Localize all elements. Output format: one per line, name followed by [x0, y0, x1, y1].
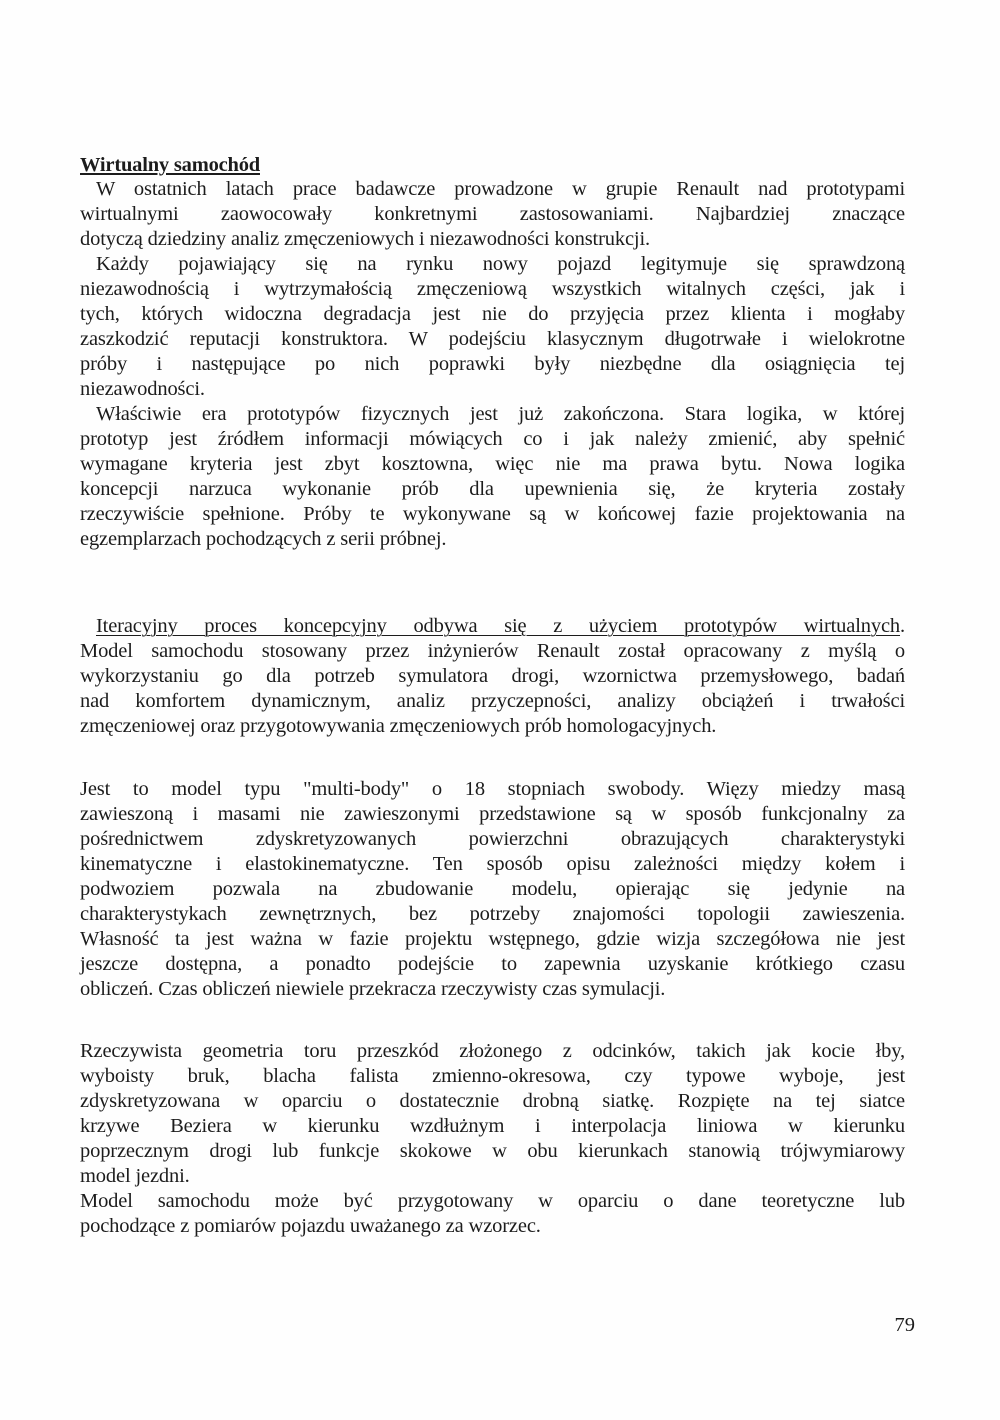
- text-line: egzemplarzach pochodzących z serii próbnej.: [80, 528, 447, 550]
- text-line: zawieszoną i masami nie zawieszonymi przedstawione są w sposób funkcjonalny za: [80, 803, 905, 825]
- underlined-sentence: Iteracyjny proces koncepcyjny odbywa się z użyciem prototypów wirtualnych: [96, 615, 901, 637]
- text-line: obliczeń. Czas obliczeń niewiele przekracza rzeczywisty czas symulacji.: [80, 978, 666, 1000]
- text-line: wyboisty bruk, blacha falista zmienno-okresowa, czy typowe wyboje, jest: [80, 1065, 905, 1087]
- text-line: dotyczą dziedziny analiz zmęczeniowych i niezawodności konstrukcji.: [80, 228, 650, 250]
- text-line: podwoziem pozwala na zbudowanie modelu, opierając się jedynie na: [80, 878, 905, 900]
- text-line: Model samochodu stosowany przez inżynierów Renault został opracowany z myślą o: [80, 640, 905, 662]
- text-line: zdyskretyzowana w oparciu o dostatecznie drobną siatkę. Rozpięte na tej siatce: [80, 1090, 905, 1112]
- text-line: prototyp jest źródłem informacji mówiących co i jak należy zmienić, aby spełnić: [80, 428, 905, 450]
- page-number: 79: [894, 1314, 915, 1336]
- text-line: pochodzące z pomiarów pojazdu uważanego za wzorzec.: [80, 1215, 541, 1237]
- text-line: W ostatnich latach prace badawcze prowadzone w grupie Renault nad prototypami: [96, 178, 905, 200]
- text-line: tych, których widoczna degradacja jest nie do przyjęcia przez klienta i mogłaby: [80, 303, 905, 325]
- text-line: Każdy pojawiający się na rynku nowy pojazd legitymuje się sprawdzoną: [96, 253, 905, 275]
- text-line: krzywe Beziera w kierunku wzdłużnym i interpolacja liniowa w kierunku: [80, 1115, 905, 1137]
- text-line: wymagane kryteria jest zbyt kosztowna, więc nie ma prawa bytu. Nowa logika: [80, 453, 905, 475]
- text-line: zaszkodzić reputacji konstruktora. W podejściu klasycznym długotrwałe i wielokrotne: [80, 328, 905, 350]
- text-line: poprzecznym drogi lub funkcje skokowe w obu kierunkach stanowią trójwymiarowy: [80, 1140, 905, 1162]
- text-line: Model samochodu może być przygotowany w oparciu o dane teoretyczne lub: [80, 1190, 905, 1212]
- text-line: Własność ta jest ważna w fazie projektu wstępnego, gdzie wizja szczegółowa nie jest: [80, 928, 905, 950]
- text-line: kinematyczne i elastokinematyczne. Ten sposób opisu zależności między kołem i: [80, 853, 905, 875]
- section-title: Wirtualny samochód: [80, 154, 260, 176]
- text-line: Rzeczywista geometria toru przeszkód złożonego z odcinków, takich jak kocie łby,: [80, 1040, 905, 1062]
- text-line-underlined: [96, 614, 905, 639]
- text-line: wirtualnymi zaowocowały konkretnymi zastosowaniami. Najbardziej znaczące: [80, 203, 905, 225]
- text-line: Jest to model typu "multi-body" o 18 stopniach swobody. Więzy miedzy masą: [80, 778, 905, 800]
- text-line: jeszcze dostępna, a ponadto podejście to zapewnia uzyskanie krótkiego czasu: [80, 953, 905, 975]
- text-line: rzeczywiście spełnione. Próby te wykonywane są w końcowej fazie projektowania na: [80, 503, 905, 525]
- text-line: próby i następujące po nich poprawki były niezbędne dla osiągnięcia tej: [80, 353, 905, 375]
- sentence-period: .: [900, 615, 905, 637]
- text-line: wykorzystaniu go dla potrzeb symulatora drogi, wzornictwa przemysłowego, badań: [80, 665, 905, 687]
- text-line: charakterystykach zewnętrznych, bez potrzeby znajomości topologii zawieszenia.: [80, 903, 905, 925]
- text-line: niezawodnością i wytrzymałością zmęczeniową wszystkich witalnych części, jak i: [80, 278, 905, 300]
- text-line: zmęczeniowej oraz przygotowywania zmęczeniowych prób homologacyjnych.: [80, 715, 717, 737]
- text-line: niezawodności.: [80, 378, 205, 400]
- text-line: nad komfortem dynamicznym, analiz przyczepności, analizy obciążeń i trwałości: [80, 690, 905, 712]
- text-line: koncepcji narzuca wykonanie prób dla upewnienia się, że kryteria zostały: [80, 478, 905, 500]
- text-line: Właściwie era prototypów fizycznych jest już zakończona. Stara logika, w której: [96, 403, 905, 425]
- text-line: pośrednictwem zdyskretyzowanych powierzchni obrazujących charakterystyki: [80, 828, 905, 850]
- text-line: model jezdni.: [80, 1165, 190, 1187]
